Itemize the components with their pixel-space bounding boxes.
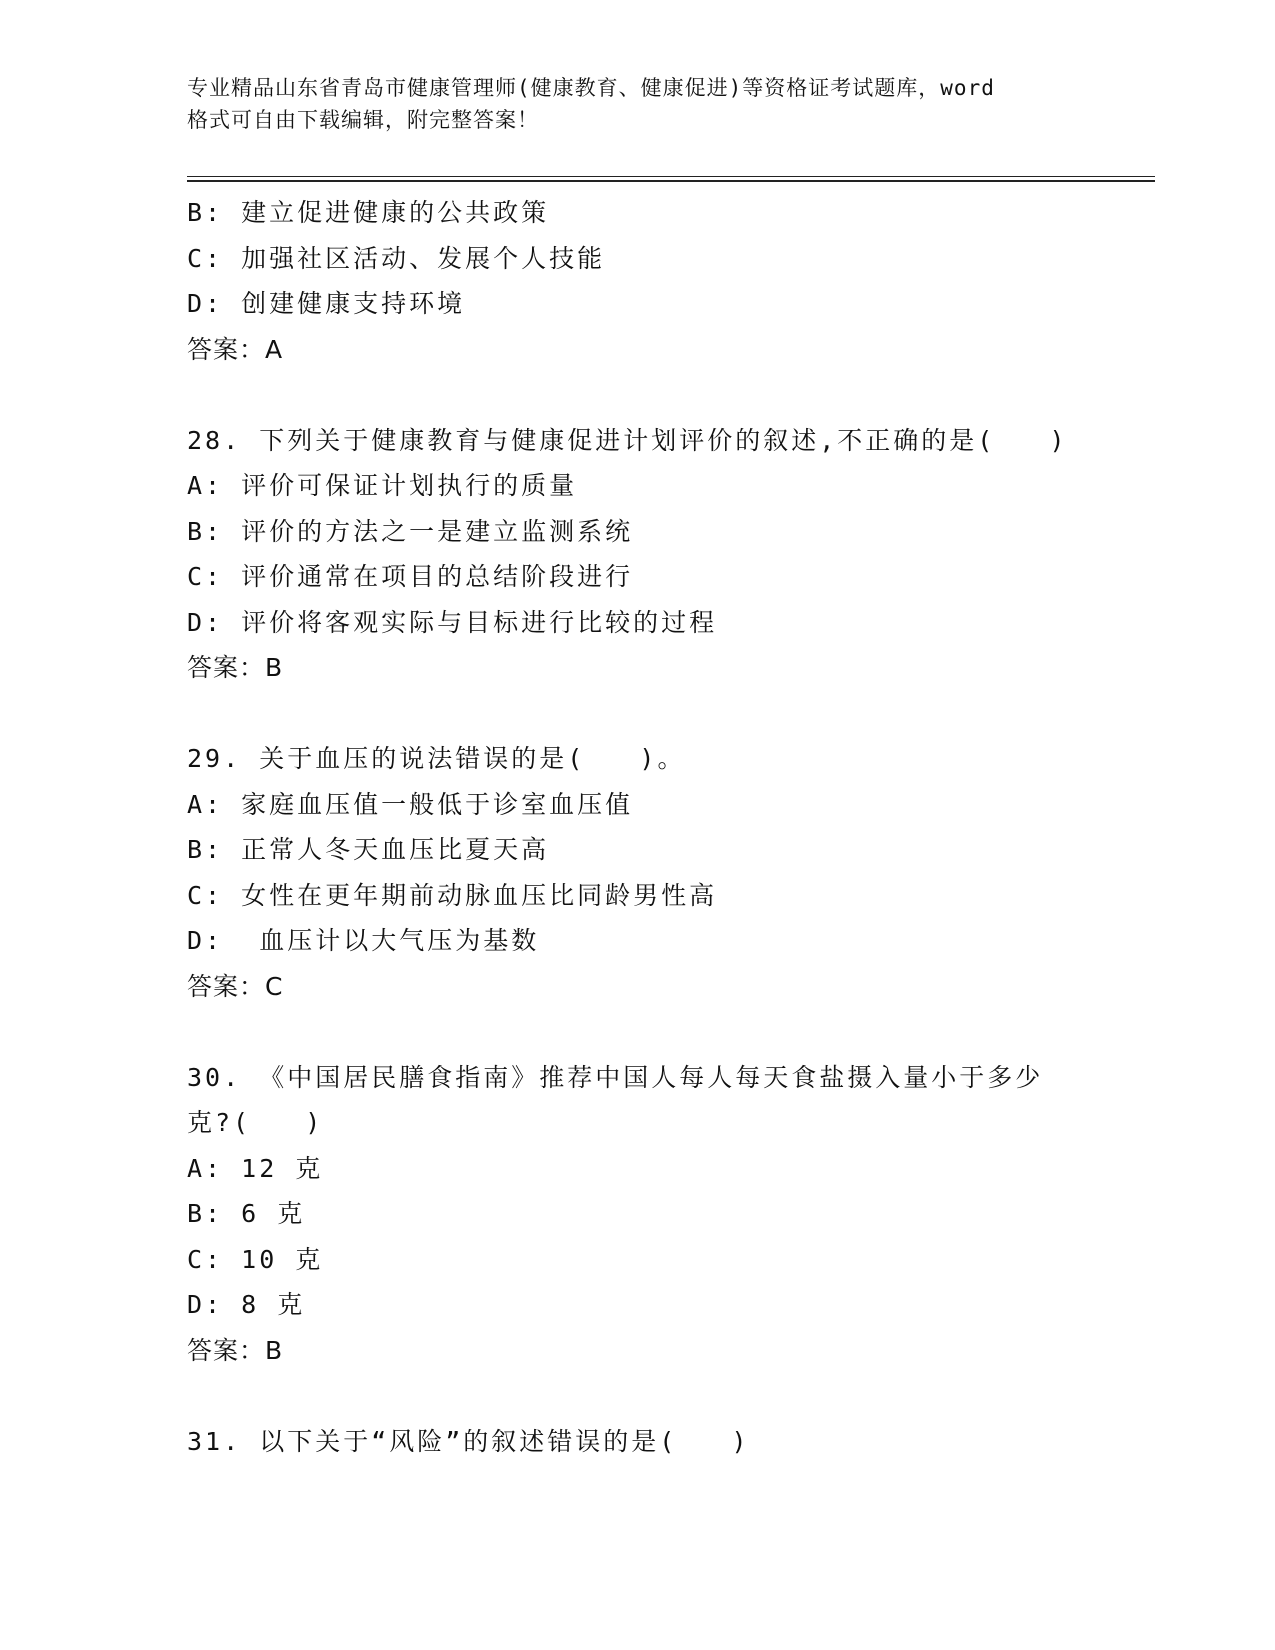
option-c: C: 评价通常在项目的总结阶段进行 [187, 562, 634, 591]
question-fragment-27 [187, 190, 1087, 372]
option-c: C: 加强社区活动、发展个人技能 [187, 243, 606, 273]
question-stem: 28. 下列关于健康教育与健康促进计划评价的叙述,不正确的是( ) [187, 425, 1068, 455]
question-stem: 31. 以下关于“风险”的叙述错误的是( ) [187, 1426, 750, 1456]
question-stem: 30. 《中国居民膳食指南》推荐中国人每人每天食盐摄入量小于多少 [187, 1062, 1044, 1092]
option-a: A: 12 克 [187, 1153, 324, 1183]
answer-line: 答案：A [187, 334, 284, 364]
answer-line: 答案：B [187, 653, 284, 682]
question-31 [187, 1419, 1087, 1465]
spacer [187, 372, 1087, 418]
answer-line: 答案：C [187, 971, 284, 1001]
option-c: C: 女性在更年期前动脉血压比同龄男性高 [187, 880, 718, 910]
option-d: D: 评价将客观实际与目标进行比较的过程 [187, 607, 718, 637]
option-b: B: 评价的方法之一是建立监测系统 [187, 516, 634, 546]
question-29 [187, 736, 1087, 1009]
question-content [187, 190, 1087, 1464]
option-d: D: 8 克 [187, 1290, 306, 1319]
option-b: B: 6 克 [187, 1199, 306, 1228]
header-divider-thin [187, 176, 1155, 177]
option-d: D: 创建健康支持环境 [187, 289, 466, 318]
answer-line: 答案：B [187, 1335, 284, 1365]
option-a: A: 家庭血压值一般低于诊室血压值 [187, 789, 634, 819]
option-a: A: 评价可保证计划执行的质量 [187, 471, 578, 500]
option-b: B: 正常人冬天血压比夏天高 [187, 835, 550, 864]
option-d: D: 血压计以大气压为基数 [187, 926, 540, 955]
question-stem: 29. 关于血压的说法错误的是( )。 [187, 744, 686, 773]
header-divider-thick [187, 180, 1155, 182]
option-b: B: 建立促进健康的公共政策 [187, 198, 550, 227]
option-c: C: 10 克 [187, 1244, 324, 1274]
header-line-1: 专业精品山东省青岛市健康管理师(健康教育、健康促进)等资格证考试题库，word [187, 76, 995, 100]
question-stem-continued: 克?( ) [187, 1108, 324, 1137]
spacer [187, 1009, 1087, 1055]
page-header [187, 72, 1087, 136]
spacer [187, 1373, 1087, 1419]
spacer [187, 691, 1087, 737]
header-line-2: 格式可自由下载编辑，附完整答案！ [187, 108, 539, 132]
question-28 [187, 418, 1087, 691]
question-30 [187, 1055, 1087, 1374]
